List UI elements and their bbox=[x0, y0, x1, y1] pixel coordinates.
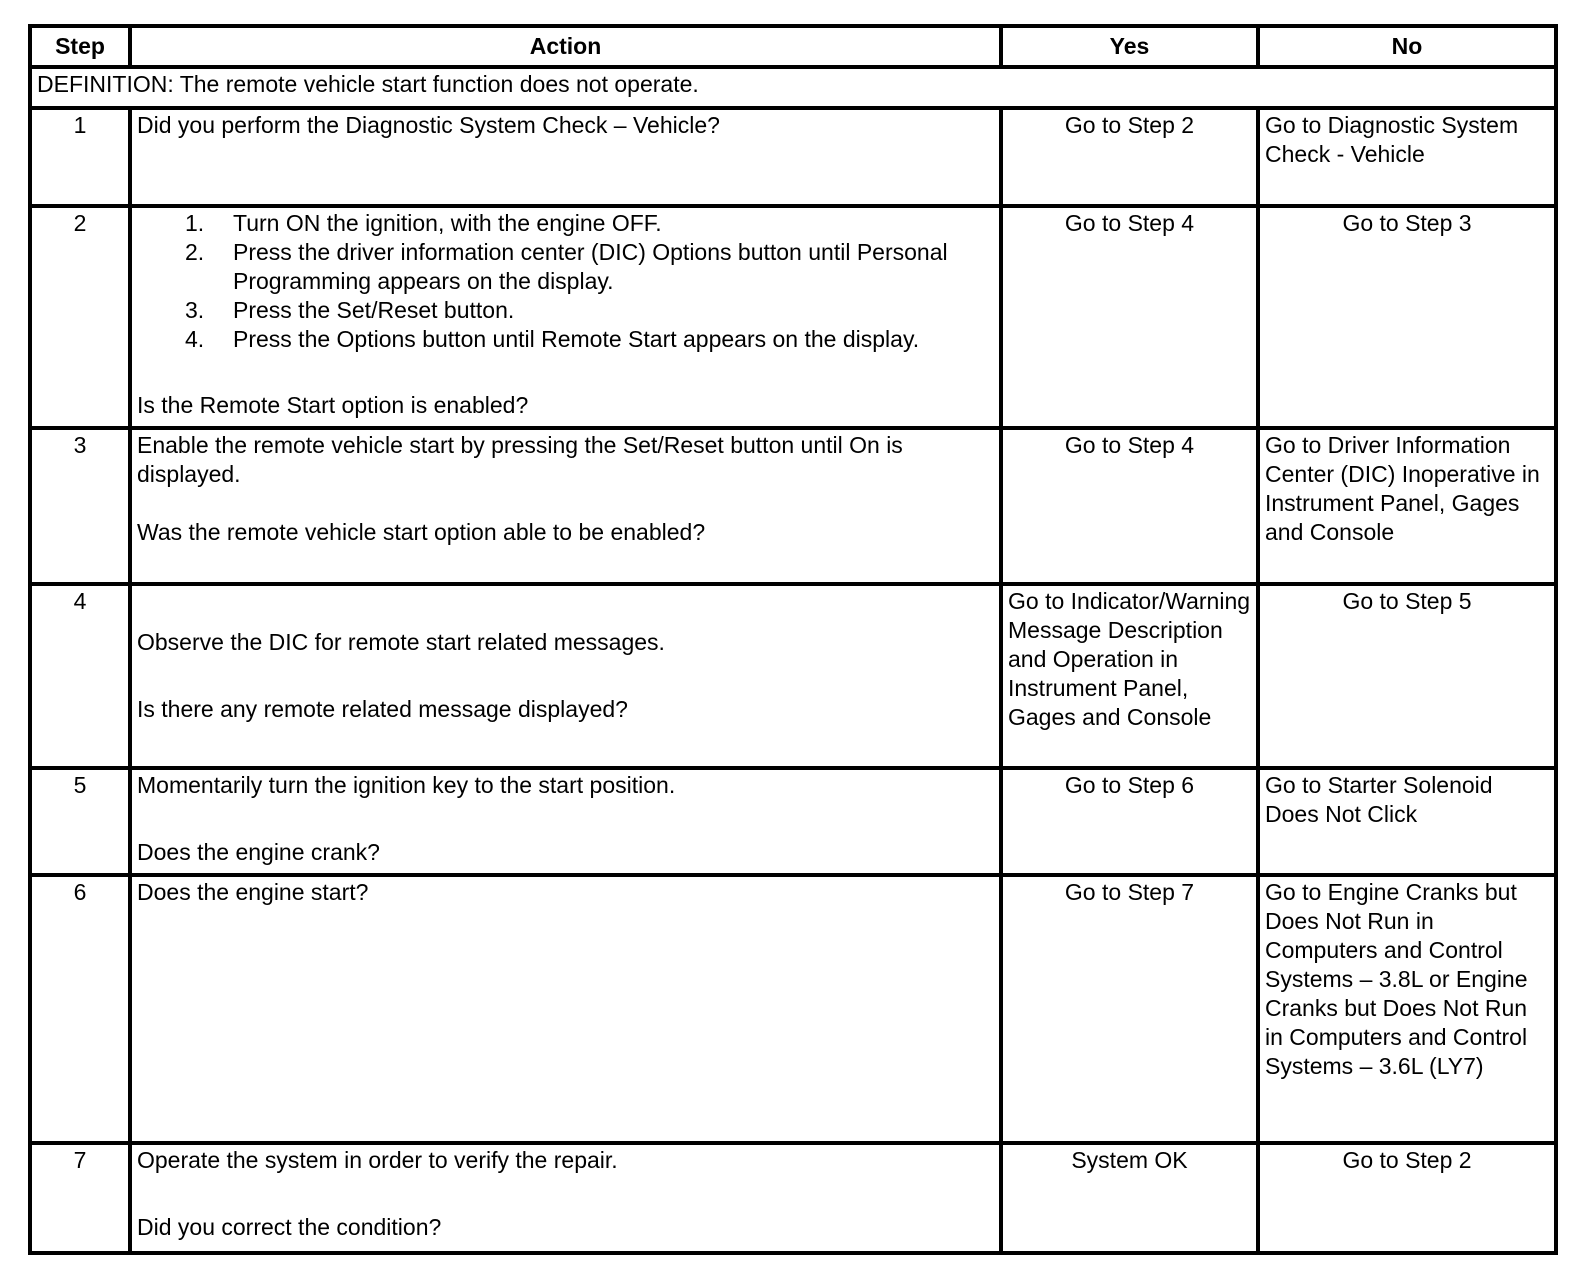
procedure-list bbox=[137, 209, 994, 354]
yes-result: Go to Step 4 bbox=[1001, 428, 1258, 584]
step-number: 2 bbox=[30, 206, 130, 428]
no-result: Go to Engine Cranks but Does Not Run in Computers and Control Systems – 3.8L or Engine Cranks but Does Not Run in Computers and Control Systems – 3.6L (LY7) bbox=[1258, 875, 1556, 1143]
table-row bbox=[30, 1143, 1556, 1253]
definition-text: DEFINITION: The remote vehicle start function does not operate. bbox=[30, 67, 1556, 108]
table-row bbox=[30, 428, 1556, 584]
question-text: Is the Remote Start option is enabled? bbox=[137, 392, 529, 418]
header-step: Step bbox=[30, 26, 130, 67]
no-result: Go to Step 3 bbox=[1258, 206, 1556, 428]
procedure-item: Press the driver information center (DIC) Options button until Personal Programming appears on the display. bbox=[233, 239, 948, 294]
action-text: Operate the system in order to verify the repair. bbox=[137, 1147, 618, 1173]
yes-result: System OK bbox=[1001, 1143, 1258, 1253]
table-row bbox=[30, 584, 1556, 768]
table-row bbox=[30, 206, 1556, 428]
action-text: Momentarily turn the ignition key to the start position. bbox=[137, 772, 676, 798]
question-text: Did you correct the condition? bbox=[137, 1214, 442, 1240]
table-row bbox=[30, 875, 1556, 1143]
no-result: Go to Driver Information Center (DIC) Inoperative in Instrument Panel, Gages and Console bbox=[1258, 428, 1556, 584]
definition-row bbox=[30, 67, 1556, 108]
header-action: Action bbox=[130, 26, 1001, 67]
action-text: Does the engine start? bbox=[130, 875, 1001, 1143]
action-text: Observe the DIC for remote start related messages. bbox=[137, 629, 665, 655]
question-text: Was the remote vehicle start option able to be enabled? bbox=[137, 519, 706, 545]
action-cell bbox=[130, 1143, 1001, 1253]
step-number: 3 bbox=[30, 428, 130, 584]
header-row bbox=[30, 26, 1556, 67]
action-cell bbox=[130, 584, 1001, 768]
no-result: Go to Step 2 bbox=[1258, 1143, 1556, 1253]
table-row bbox=[30, 768, 1556, 875]
diagnostic-table bbox=[28, 24, 1558, 1255]
no-result: Go to Starter Solenoid Does Not Click bbox=[1258, 768, 1556, 875]
action-text: Enable the remote vehicle start by pressing the Set/Reset button until On is displayed. bbox=[137, 432, 903, 487]
yes-result: Go to Step 4 bbox=[1001, 206, 1258, 428]
step-number: 5 bbox=[30, 768, 130, 875]
header-no: No bbox=[1258, 26, 1556, 67]
header-yes: Yes bbox=[1001, 26, 1258, 67]
step-number: 7 bbox=[30, 1143, 130, 1253]
procedure-item: Press the Options button until Remote Start appears on the display. bbox=[233, 326, 920, 352]
question-text: Is there any remote related message displayed? bbox=[137, 696, 628, 722]
yes-result: Go to Indicator/Warning Message Description and Operation in Instrument Panel, Gages and Console bbox=[1001, 584, 1258, 768]
action-cell bbox=[130, 206, 1001, 428]
action-text: Did you perform the Diagnostic System Check – Vehicle? bbox=[130, 108, 1001, 206]
yes-result: Go to Step 6 bbox=[1001, 768, 1258, 875]
action-cell bbox=[130, 428, 1001, 584]
no-result: Go to Diagnostic System Check - Vehicle bbox=[1258, 108, 1556, 206]
action-cell bbox=[130, 768, 1001, 875]
step-number: 6 bbox=[30, 875, 130, 1143]
question-text: Does the engine crank? bbox=[137, 839, 380, 865]
no-result: Go to Step 5 bbox=[1258, 584, 1556, 768]
step-number: 1 bbox=[30, 108, 130, 206]
yes-result: Go to Step 7 bbox=[1001, 875, 1258, 1143]
procedure-item: Press the Set/Reset button. bbox=[233, 297, 515, 323]
yes-result: Go to Step 2 bbox=[1001, 108, 1258, 206]
procedure-item: Turn ON the ignition, with the engine OFF. bbox=[233, 210, 662, 236]
table-row bbox=[30, 108, 1556, 206]
step-number: 4 bbox=[30, 584, 130, 768]
